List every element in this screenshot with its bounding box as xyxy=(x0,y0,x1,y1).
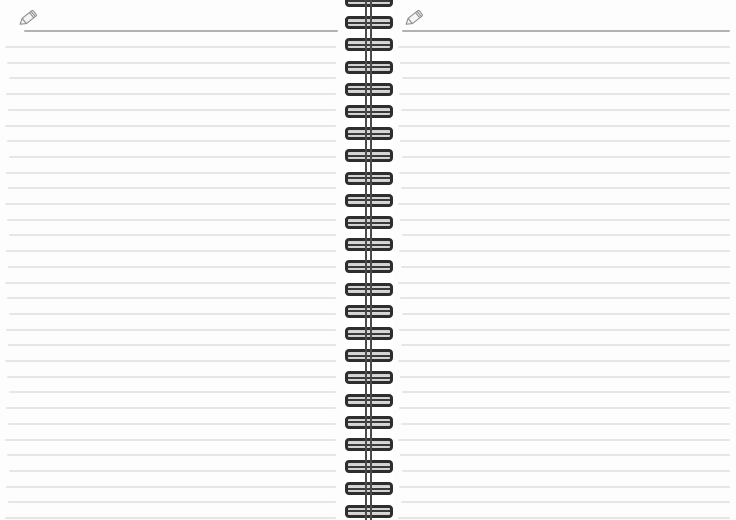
ruled-line xyxy=(9,234,336,236)
ruled-line xyxy=(399,407,730,409)
ruled-line xyxy=(8,266,336,268)
binding-wire-icon xyxy=(370,0,372,520)
ruled-line xyxy=(400,219,730,221)
ruled-line xyxy=(399,329,730,331)
ruled-line xyxy=(402,470,730,472)
ruled-line xyxy=(6,486,336,488)
ruled-line xyxy=(5,439,336,441)
ruled-line xyxy=(5,517,336,519)
ruled-line xyxy=(7,376,336,378)
ruled-line xyxy=(8,109,336,111)
ruled-line xyxy=(402,391,730,393)
ruled-line xyxy=(7,140,336,142)
ruled-line xyxy=(399,250,730,252)
right-page[interactable] xyxy=(393,0,736,520)
ruled-line xyxy=(401,423,730,425)
ruled-line xyxy=(398,203,730,205)
ruled-line xyxy=(5,46,336,48)
ruled-lines xyxy=(393,0,736,520)
ruled-line xyxy=(402,156,730,158)
spiral-binding xyxy=(344,0,394,520)
ruled-line xyxy=(401,501,730,503)
left-page[interactable] xyxy=(0,0,345,520)
ruled-line xyxy=(7,62,336,64)
ruled-line xyxy=(398,46,730,48)
ruled-line xyxy=(401,109,730,111)
ruled-line xyxy=(400,140,730,142)
ruled-line xyxy=(399,486,730,488)
ruled-line xyxy=(9,77,336,79)
ruled-line xyxy=(6,407,336,409)
ruled-line xyxy=(9,156,336,158)
ruled-line xyxy=(8,344,336,346)
ruled-line xyxy=(399,172,730,174)
ruled-line xyxy=(9,313,336,315)
ruled-line xyxy=(401,344,730,346)
ruled-line xyxy=(400,376,730,378)
ruled-line xyxy=(402,234,730,236)
ruled-lines xyxy=(0,0,345,520)
ruled-line xyxy=(8,423,336,425)
ruled-line xyxy=(6,250,336,252)
ruled-line xyxy=(5,125,336,127)
ruled-line xyxy=(6,172,336,174)
ruled-line xyxy=(6,329,336,331)
ruled-line xyxy=(400,297,730,299)
ruled-line xyxy=(8,501,336,503)
ruled-line xyxy=(7,297,336,299)
ruled-line xyxy=(8,187,336,189)
ruled-line xyxy=(399,93,730,95)
ruled-line xyxy=(9,470,336,472)
ruled-line xyxy=(398,125,730,127)
ruled-line xyxy=(6,93,336,95)
ruled-line xyxy=(400,62,730,64)
ruled-line xyxy=(402,313,730,315)
ruled-line xyxy=(398,360,730,362)
ruled-line xyxy=(9,391,336,393)
ruled-line xyxy=(398,439,730,441)
ruled-line xyxy=(5,203,336,205)
ruled-line xyxy=(7,219,336,221)
ruled-line xyxy=(398,282,730,284)
ruled-line xyxy=(7,454,336,456)
ruled-line xyxy=(402,77,730,79)
ruled-line xyxy=(398,517,730,519)
ruled-line xyxy=(400,454,730,456)
binding-wire-icon xyxy=(365,0,367,520)
ruled-line xyxy=(5,282,336,284)
ruled-line xyxy=(5,360,336,362)
ruled-line xyxy=(401,266,730,268)
ruled-line xyxy=(401,187,730,189)
